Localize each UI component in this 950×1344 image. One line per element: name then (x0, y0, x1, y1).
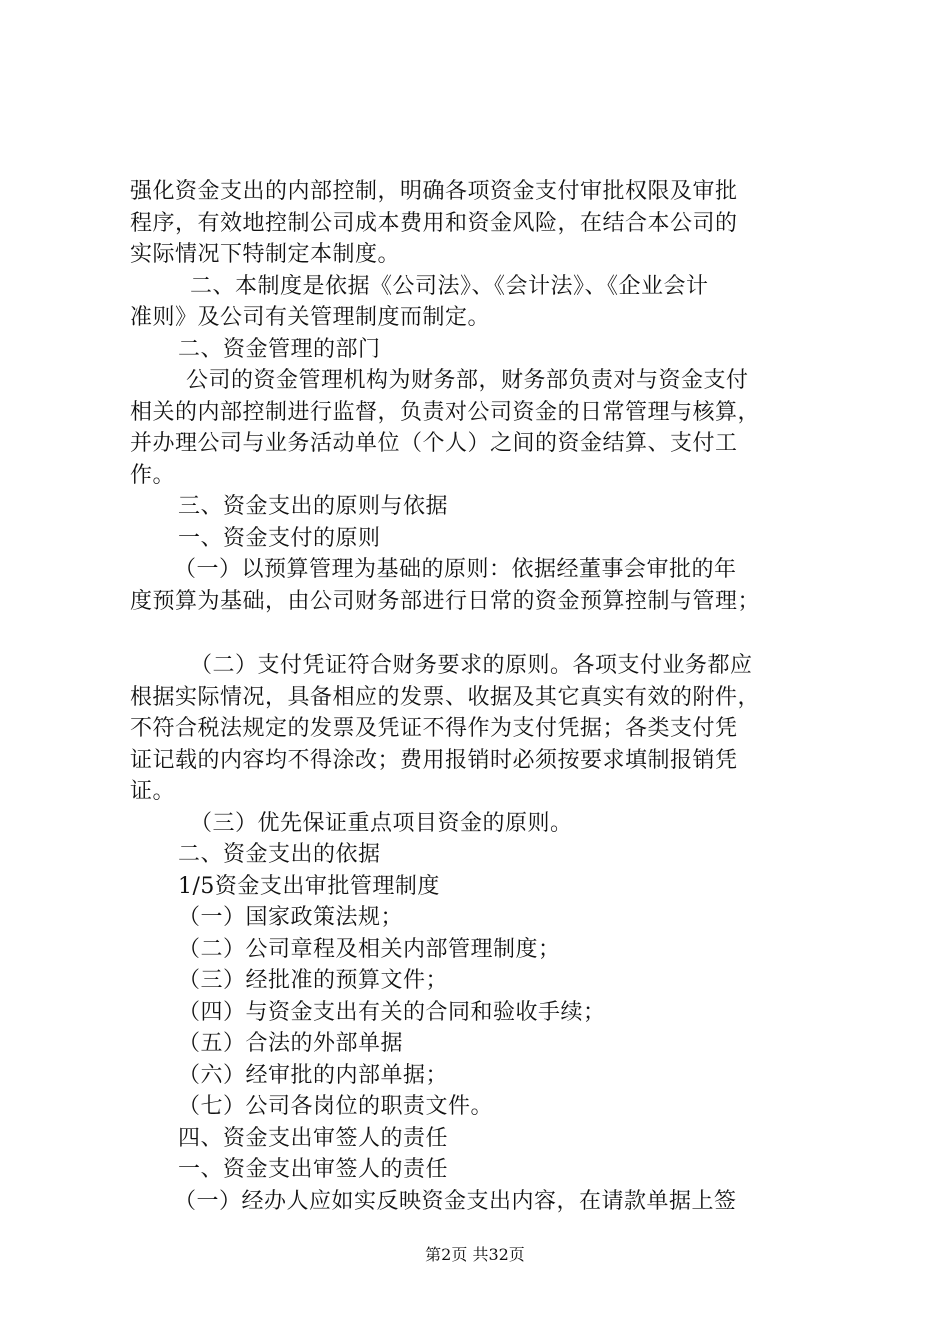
text-line: 二、本制度是依据《公司法》、《会计法》、《企业会计 (190, 273, 709, 299)
text-line: 不符合税法规定的发票及凭证不得作为支付凭据；各类支付凭 (130, 716, 738, 741)
list-item: （三）经批准的预算文件； (178, 968, 449, 993)
text-line: 实际情况下特制定本制度。 (130, 242, 401, 267)
subsection-heading: 二、资金支出的依据 (178, 842, 381, 867)
text-line: （一）以预算管理为基础的原则：依据经董事会审批的年 (174, 557, 737, 582)
text-line: 度预算为基础，由公司财务部进行日常的资金预算控制与管理； (130, 588, 761, 614)
text-line: 根据实际情况，具备相应的发票、收据及其它真实有效的附件， (130, 684, 761, 710)
text-line: 强化资金支出的内部控制，明确各项资金支付审批权限及审批 (130, 179, 738, 204)
section-heading: 四、资金支出审签人的责任 (178, 1125, 449, 1151)
text-line: 证记载的内容均不得涂改；费用报销时必须按要求填制报销凭 (130, 747, 738, 773)
text-line: 并办理公司与业务活动单位（个人）之间的资金结算、支付工 (130, 431, 738, 456)
page-marker-line: 1/5资金支出审批管理制度 (178, 873, 440, 899)
list-item: （五）合法的外部单据 (178, 1031, 404, 1056)
subsection-heading: 一、资金支付的原则 (178, 525, 381, 551)
text-line: 公司的资金管理机构为财务部，财务部负责对与资金支付 (186, 368, 749, 393)
page-footer: 第2页 共32页 (425, 1245, 525, 1264)
list-item: （七）公司各岗位的职责文件。 (178, 1094, 494, 1119)
text-line: （二）支付凭证符合财务要求的原则。各项支付业务都应 (190, 653, 753, 678)
blank-line (130, 617, 840, 650)
text-line: 相关的内部控制进行监督，负责对公司资金的日常管理与核算， (130, 399, 761, 425)
text-line: 准则》及公司有关管理制度而制定。 (130, 305, 491, 330)
text-line: 证。 (130, 779, 176, 804)
list-item: （二）公司章程及相关内部管理制度； (178, 936, 561, 962)
text-line: （三）优先保证重点项目资金的原则。 (190, 810, 573, 836)
list-item: （六）经审批的内部单据； (178, 1062, 449, 1088)
text-line: （一）经办人应如实反映资金支出内容，在请款单据上签 (174, 1188, 737, 1214)
list-item: （一）国家政策法规； (178, 905, 404, 930)
text-line: 作。 (130, 462, 176, 488)
section-heading: 二、资金管理的部门 (178, 336, 381, 362)
list-item: （四）与资金支出有关的合同和验收手续； (178, 999, 606, 1025)
subsection-heading: 一、资金支出审签人的责任 (178, 1157, 449, 1182)
section-heading: 三、资金支出的原则与依据 (178, 494, 449, 519)
text-line: 程序，有效地控制公司成本费用和资金风险，在结合本公司的 (130, 210, 738, 236)
document-body (130, 176, 840, 1217)
